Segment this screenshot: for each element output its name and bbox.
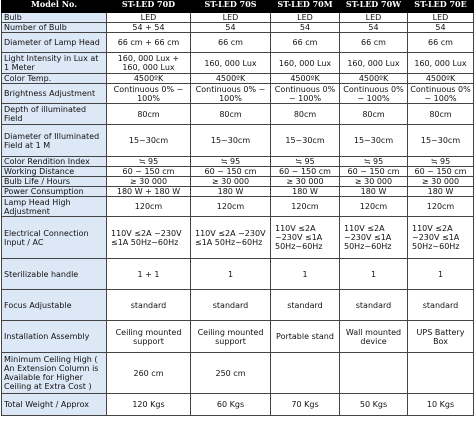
table-cell: 110V ≤2A ~230V ≤1A 50Hz~60Hz <box>408 217 474 259</box>
table-cell: ≒ 95 <box>408 157 474 167</box>
table-cell: ≥ 30 000 <box>191 177 271 187</box>
row-label: Sterilizable handle <box>2 259 107 290</box>
table-cell: ≥ 30 000 <box>271 177 340 187</box>
header-model-70w: ST-LED 70W <box>340 0 408 13</box>
table-cell: 180 W + 180 W <box>107 187 191 197</box>
table-cell: 120cm <box>191 197 271 217</box>
header-model-70e: ST-LED 70E <box>408 0 474 13</box>
table-cell: ≥ 30 000 <box>107 177 191 187</box>
table-cell: 110V ≤2A ~230V ≤1A 50Hz~60Hz <box>191 217 271 259</box>
table-cell: 180 W <box>340 187 408 197</box>
table-cell: 160, 000 Lux <box>191 53 271 74</box>
table-cell: 54 <box>408 23 474 33</box>
table-cell: 120 Kgs <box>107 394 191 416</box>
table-cell: 1 <box>408 259 474 290</box>
table-row <box>2 217 474 259</box>
row-label: Diameter of Illuminated Field at 1 M <box>2 125 107 157</box>
table-row <box>2 167 474 177</box>
table-cell: 54 <box>271 23 340 33</box>
table-cell: Continuous 0% ~ 100% <box>408 84 474 104</box>
table-cell: 60 ~ 150 cm <box>271 167 340 177</box>
table-row <box>2 187 474 197</box>
row-label: Diameter of Lamp Head <box>2 33 107 53</box>
table-cell <box>340 353 408 394</box>
spec-table-body <box>2 13 474 416</box>
table-cell: 4500ºK <box>271 74 340 84</box>
table-row <box>2 104 474 125</box>
table-cell: 120cm <box>271 197 340 217</box>
row-label: Bulb Life / Hours <box>2 177 107 187</box>
row-label: Bulb <box>2 13 107 23</box>
table-cell: 66 cm <box>408 33 474 53</box>
table-cell: Continuous 0% ~ 100% <box>340 84 408 104</box>
table-cell: ≒ 95 <box>107 157 191 167</box>
table-cell: 54 <box>191 23 271 33</box>
table-cell: 4500ºK <box>340 74 408 84</box>
table-cell: UPS Battery Box <box>408 321 474 353</box>
header-model-no: Model No. <box>2 0 107 13</box>
table-cell: ≒ 95 <box>271 157 340 167</box>
table-cell: LED <box>271 13 340 23</box>
table-cell: LED <box>408 13 474 23</box>
table-cell: Portable stand <box>271 321 340 353</box>
table-cell: 60 ~ 150 cm <box>107 167 191 177</box>
table-cell: ≥ 30 000 <box>340 177 408 187</box>
table-cell: 110V ≤2A ~230V ≤1A 50Hz~60Hz <box>340 217 408 259</box>
table-cell: 54 <box>340 23 408 33</box>
row-label: Installation Assembly <box>2 321 107 353</box>
table-row <box>2 74 474 84</box>
table-cell: 4500ºK <box>408 74 474 84</box>
table-cell: Ceiling mounted support <box>191 321 271 353</box>
table-cell: standard <box>191 290 271 321</box>
table-cell: ≒ 95 <box>191 157 271 167</box>
table-row <box>2 53 474 74</box>
table-cell: 80cm <box>107 104 191 125</box>
table-cell: standard <box>408 290 474 321</box>
table-cell: LED <box>191 13 271 23</box>
table-cell: 110V ≤2A ~230V ≤1A 50Hz~60Hz <box>271 217 340 259</box>
table-cell: ≥ 30 000 <box>408 177 474 187</box>
table-cell: 160, 000 Lux <box>271 53 340 74</box>
table-cell: Continuous 0% ~ 100% <box>191 84 271 104</box>
table-cell: 60 Kgs <box>191 394 271 416</box>
table-row <box>2 23 474 33</box>
table-cell: LED <box>340 13 408 23</box>
table-cell: standard <box>340 290 408 321</box>
table-cell: 66 cm <box>271 33 340 53</box>
row-label: Lamp Head High Adjustment <box>2 197 107 217</box>
table-cell: 80cm <box>340 104 408 125</box>
header-model-70d: ST-LED 70D <box>107 0 191 13</box>
table-cell: 180 W <box>191 187 271 197</box>
table-cell: 66 cm + 66 cm <box>107 33 191 53</box>
table-cell: Continuous 0% ~ 100% <box>271 84 340 104</box>
table-cell: 15~30cm <box>191 125 271 157</box>
row-label: Focus Adjustable <box>2 290 107 321</box>
table-row <box>2 33 474 53</box>
table-cell: Wall mounted device <box>340 321 408 353</box>
table-row <box>2 13 474 23</box>
spec-table <box>1 0 474 416</box>
table-cell: 60 ~ 150 cm <box>340 167 408 177</box>
table-row <box>2 259 474 290</box>
table-cell: 70 Kgs <box>271 394 340 416</box>
table-cell: 4500ºK <box>191 74 271 84</box>
table-cell: 60 ~ 150 cm <box>408 167 474 177</box>
table-cell: 110V ≤2A ~230V ≤1A 50Hz~60Hz <box>107 217 191 259</box>
row-label: Light Intensity in Lux at 1 Meter <box>2 53 107 74</box>
table-cell: 250 cm <box>191 353 271 394</box>
row-label: Power Consumption <box>2 187 107 197</box>
table-cell: 160, 000 Lux <box>340 53 408 74</box>
row-label: Total Weight / Approx <box>2 394 107 416</box>
table-row <box>2 84 474 104</box>
row-label: Color Rendition Index <box>2 157 107 167</box>
table-cell: ≒ 95 <box>340 157 408 167</box>
table-cell: 260 cm <box>107 353 191 394</box>
header-model-70s: ST-LED 70S <box>191 0 271 13</box>
row-label: Color Temp. <box>2 74 107 84</box>
table-row <box>2 177 474 187</box>
table-row <box>2 321 474 353</box>
table-cell <box>271 353 340 394</box>
table-cell: 10 Kgs <box>408 394 474 416</box>
header-row <box>2 0 474 13</box>
table-cell: 54 + 54 <box>107 23 191 33</box>
table-cell: 15~30cm <box>271 125 340 157</box>
row-label: Brightness Adjustment <box>2 84 107 104</box>
table-row <box>2 197 474 217</box>
table-cell: 120cm <box>408 197 474 217</box>
table-cell: standard <box>271 290 340 321</box>
table-cell <box>408 353 474 394</box>
table-cell: 66 cm <box>191 33 271 53</box>
table-cell: 80cm <box>408 104 474 125</box>
table-row <box>2 157 474 167</box>
table-cell: 1 + 1 <box>107 259 191 290</box>
table-cell: 66 cm <box>340 33 408 53</box>
header-model-70m: ST-LED 70M <box>271 0 340 13</box>
table-cell: Ceiling mounted support <box>107 321 191 353</box>
table-cell: 15~30cm <box>408 125 474 157</box>
table-cell: 1 <box>191 259 271 290</box>
table-cell: LED <box>107 13 191 23</box>
table-cell: 80cm <box>271 104 340 125</box>
table-cell: 180 W <box>271 187 340 197</box>
table-row <box>2 353 474 394</box>
table-cell: Continuous 0% ~ 100% <box>107 84 191 104</box>
row-label: Depth of illuminated Field <box>2 104 107 125</box>
table-cell: 60 ~ 150 cm <box>191 167 271 177</box>
table-cell: 4500ºK <box>107 74 191 84</box>
row-label: Number of Bulb <box>2 23 107 33</box>
table-cell: 160, 000 Lux <box>408 53 474 74</box>
table-cell: 15~30cm <box>107 125 191 157</box>
table-cell: 80cm <box>191 104 271 125</box>
table-cell: standard <box>107 290 191 321</box>
row-label: Working Distance <box>2 167 107 177</box>
table-cell: 1 <box>340 259 408 290</box>
row-label: Electrical Connection Input / AC <box>2 217 107 259</box>
table-cell: 1 <box>271 259 340 290</box>
table-cell: 50 Kgs <box>340 394 408 416</box>
table-cell: 120cm <box>107 197 191 217</box>
table-cell: 160, 000 Lux + 160, 000 Lux <box>107 53 191 74</box>
table-cell: 120cm <box>340 197 408 217</box>
table-cell: 15~30cm <box>340 125 408 157</box>
table-row <box>2 394 474 416</box>
table-cell: 180 W <box>408 187 474 197</box>
table-row <box>2 125 474 157</box>
table-row <box>2 290 474 321</box>
row-label: Minimum Ceiling High ( An Extension Column is Available for Higher Ceiling at Extra Cost ) <box>2 353 107 394</box>
